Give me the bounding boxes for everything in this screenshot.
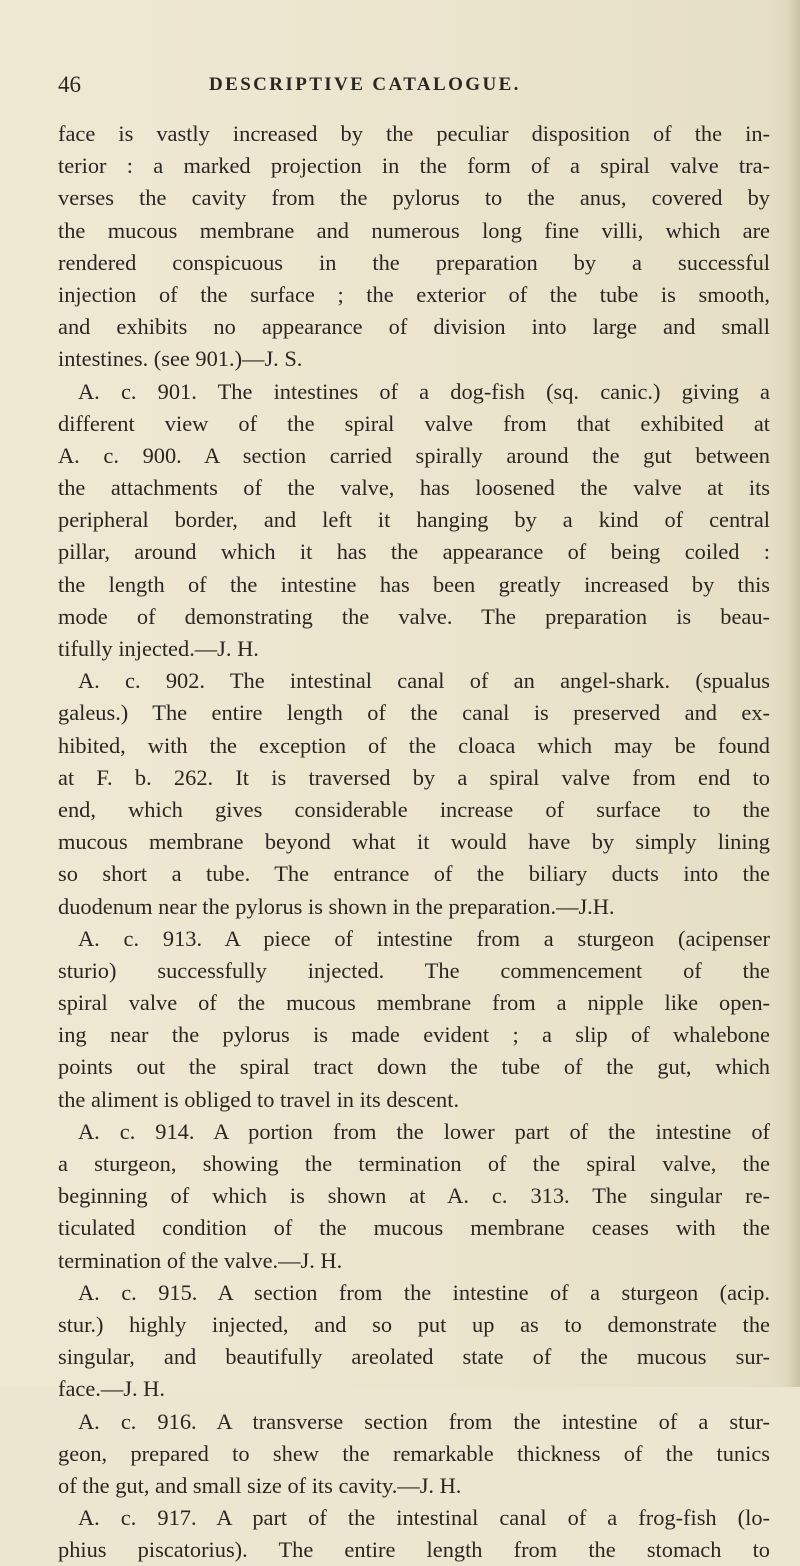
text-line: rendered conspicuous in the preparation by a successful bbox=[58, 249, 770, 275]
text-line: A. c. 902. The intestinal canal of an angel-shark. (spualus bbox=[78, 668, 770, 694]
text-line: and exhibits no appearance of division into large and small bbox=[58, 314, 770, 340]
text-line: end, which gives considerable increase of surface to the bbox=[58, 796, 770, 822]
text-line: a sturgeon, showing the termination of the spiral valve, the bbox=[58, 1151, 770, 1176]
page-edge-shadow bbox=[786, 0, 800, 1387]
page-header bbox=[0, 72, 800, 102]
text-line: pillar, around which it has the appearance of being coiled : bbox=[58, 539, 770, 565]
text-line: at F. b. 262. It is traversed by a spiral valve from end to bbox=[58, 764, 770, 790]
text-line: the mucous membrane and numerous long fine villi, which are bbox=[58, 217, 770, 243]
running-title: DESCRIPTIVE CATALOGUE. bbox=[209, 74, 521, 95]
text-line: intestines. (see 901.)—J. S. bbox=[58, 346, 303, 372]
text-line: points out the spiral tract down the tube of the gut, which bbox=[58, 1054, 770, 1080]
text-line: terior : a marked projection in the form of a spiral valve tra- bbox=[58, 153, 770, 179]
text-line: ing near the pylorus is made evident ; a slip of whalebone bbox=[58, 1022, 770, 1048]
text-line: peripheral border, and left it hanging by a kind of central bbox=[58, 507, 770, 533]
text-line: face.—J. H. bbox=[58, 1376, 165, 1402]
text-line: duodenum near the pylorus is shown in the preparation.—J.H. bbox=[58, 893, 615, 919]
text-line: mucous membrane beyond what it would have by simply lining bbox=[58, 829, 770, 855]
text-line: mode of demonstrating the valve. The preparation is beau- bbox=[58, 603, 770, 629]
text-line: A. c. 901. The intestines of a dog-fish (sq. canic.) giving a bbox=[78, 378, 770, 404]
text-line: A. c. 917. A part of the intestinal canal of a frog-fish (lo- bbox=[78, 1505, 770, 1531]
text-line: the attachments of the valve, has loosened the valve at its bbox=[58, 475, 770, 501]
text-line: sturio) successfully injected. The commencement of the bbox=[58, 957, 770, 983]
text-line: of the gut, and small size of its cavity.—J. H. bbox=[58, 1472, 462, 1498]
text-line: beginning of which is shown at A. c. 313. The singular re- bbox=[58, 1183, 770, 1209]
text-line: the length of the intestine has been greatly increased by this bbox=[58, 571, 770, 597]
text-line: hibited, with the exception of the cloaca which may be found bbox=[58, 732, 770, 758]
text-line: face is vastly increased by the peculiar disposition of the in- bbox=[58, 121, 770, 146]
text-line: the aliment is obliged to travel in its descent. bbox=[58, 1086, 460, 1112]
body-text bbox=[58, 118, 770, 1566]
text-line: so short a tube. The entrance of the biliary ducts into the bbox=[58, 861, 770, 887]
text-line: tifully injected.—J. H. bbox=[58, 636, 259, 661]
text-line: A. c. 900. A section carried spirally around the gut between bbox=[58, 442, 770, 468]
text-line: geon, prepared to shew the remarkable thickness of the tunics bbox=[58, 1440, 770, 1466]
text-line: galeus.) The entire length of the canal is preserved and ex- bbox=[58, 700, 770, 726]
text-line: injection of the surface ; the exterior of the tube is smooth, bbox=[58, 281, 770, 307]
text-line: A. c. 914. A portion from the lower part of the intestine of bbox=[78, 1118, 770, 1144]
text-line: A. c. 913. A piece of intestine from a sturgeon (acipenser bbox=[78, 925, 770, 951]
text-line: different view of the spiral valve from that exhibited at bbox=[58, 410, 770, 436]
text-line: verses the cavity from the pylorus to the anus, covered by bbox=[58, 185, 770, 211]
page-number: 46 bbox=[58, 72, 81, 97]
text-line: stur.) highly injected, and so put up as to demonstrate the bbox=[58, 1311, 770, 1337]
text-line: A. c. 915. A section from the intestine of a sturgeon (acip. bbox=[78, 1279, 770, 1305]
text-line: singular, and beautifully areolated state of the mucous sur- bbox=[58, 1344, 770, 1370]
text-line: ticulated condition of the mucous membrane ceases with the bbox=[58, 1215, 770, 1241]
text-line: phius piscatorius). The entire length from the stomach to bbox=[58, 1537, 770, 1563]
text-line: termination of the valve.—J. H. bbox=[58, 1247, 343, 1273]
text-line: A. c. 916. A transverse section from the intestine of a stur- bbox=[78, 1408, 770, 1434]
text-line: spiral valve of the mucous membrane from a nipple like open- bbox=[58, 990, 770, 1016]
